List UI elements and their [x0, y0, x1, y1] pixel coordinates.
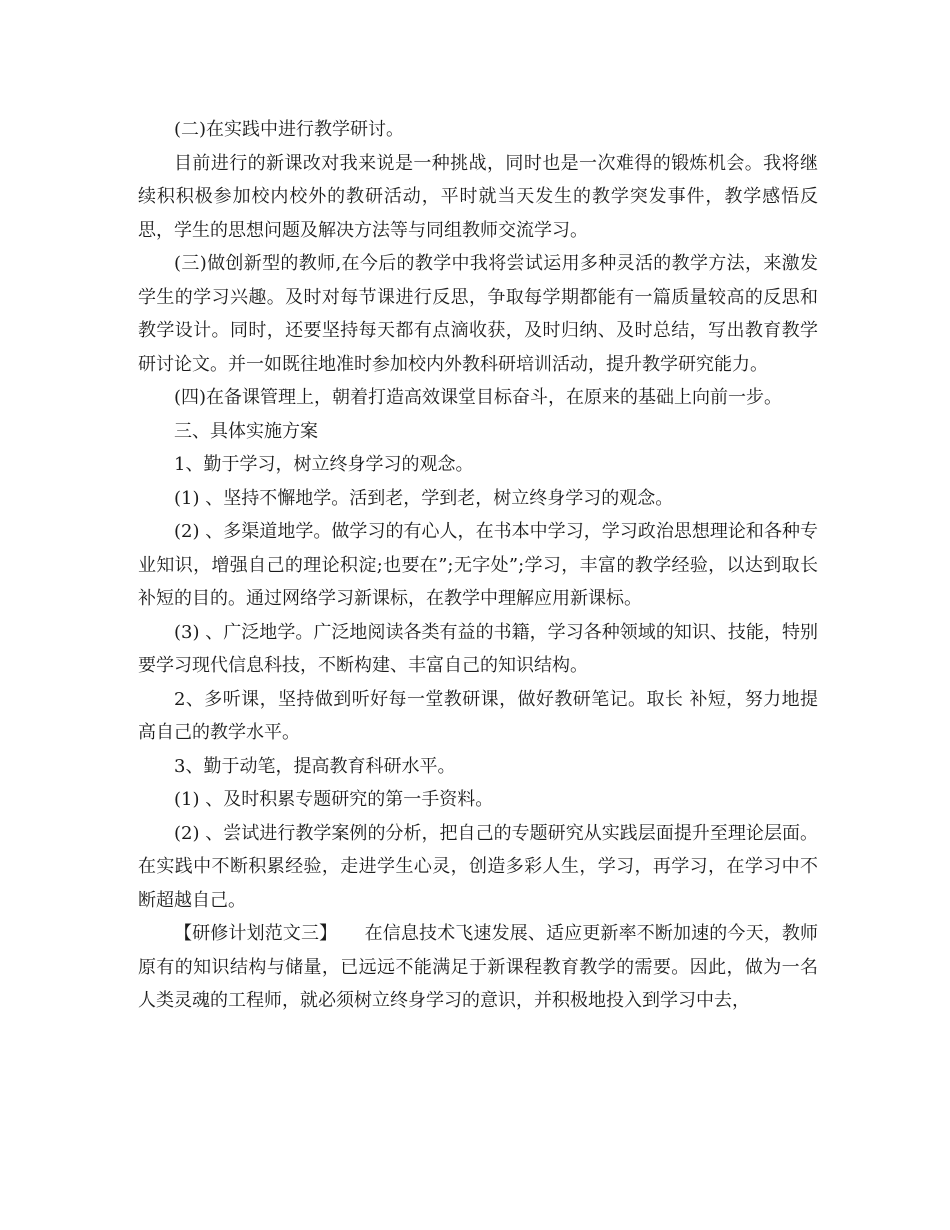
paragraph-reform-challenge: 目前进行的新课改对我来说是一种挑战，同时也是一次难得的锻炼机会。我将继续积积极参加校内校外的教研活动，平时就当天发生的教学突发事件，教学感悟反思，学生的思想问题及解决方法等与同组教师交流学习。 [138, 152, 818, 241]
paragraph-section-3: (三)做创新型的教师,在今后的教学中我将尝试运用多种灵活的教学方法，来激发学生的学习兴趣。及时对每节课进行反思，争取每学期都能有一篇质量较高的反思和教学设计。同时，还要坚持每天都有点滴收获，及时归纳、及时总结，写出教育教学研讨论文。并一如既往地准时参加校内外教科研培训活动，提升教学研究能力。 [138, 253, 818, 375]
paragraph-item-1-2: (2) 、多渠道地学。做学习的有心人，在书本中学习，学习政治思想理论和各种专业知识，增强自己的理论积淀;也要在”;无字处”;学习，丰富的教学经验，以达到取长补短的目的。通过网络学习新课标，在教学中理解应用新课标。 [138, 521, 818, 609]
document-body [138, 113, 818, 1018]
paragraph-item-3: 3、勤于动笔，提高教育科研水平。 [174, 755, 456, 777]
paragraph-item-2: 2、多听课，坚持做到听好每一堂教研课，做好教研笔记。取长 补短，努力地提高自己的教学水平。 [138, 688, 818, 743]
paragraph-item-1-1: (1) 、坚持不懈地学。活到老，学到老，树立终身学习的观念。 [174, 487, 674, 509]
paragraph-item-1: 1、勤于学习，树立终身学习的观念。 [174, 454, 474, 475]
paragraph-item-1-3: (3) 、广泛地学。广泛地阅读各类有益的书籍，学习各种领域的知识、技能，特别要学习现代信息科技，不断构建、丰富自己的知识结构。 [138, 621, 818, 676]
paragraph-item-3-1: (1) 、及时积累专题研究的第一手资料。 [174, 789, 494, 810]
paragraph-item-3-2: (2) 、尝试进行教学案例的分析，把自己的专题研究从实践层面提升至理论层面。在实践中不断积累经验，走进学生心灵，创造多彩人生，学习，再学习，在学习中不断超越自己。 [138, 822, 818, 911]
paragraph-sample-3: 【研修计划范文三】 在信息技术飞速发展、适应更新率不断加速的今天，教师原有的知识结构与储量，已远远不能满足于新课程教育教学的需要。因此，做为一名人类灵魂的工程师，就必须树立终身学习的意识，并积极地投入到学习中去， [138, 923, 818, 1011]
paragraph-section-2: (二)在实践中进行教学研讨。 [174, 119, 405, 140]
heading-implementation-plan: 三、具体实施方案 [174, 420, 318, 442]
paragraph-section-4: (四)在备课管理上，朝着打造高效课堂目标奋斗，在原来的基础上向前一步。 [174, 387, 783, 408]
